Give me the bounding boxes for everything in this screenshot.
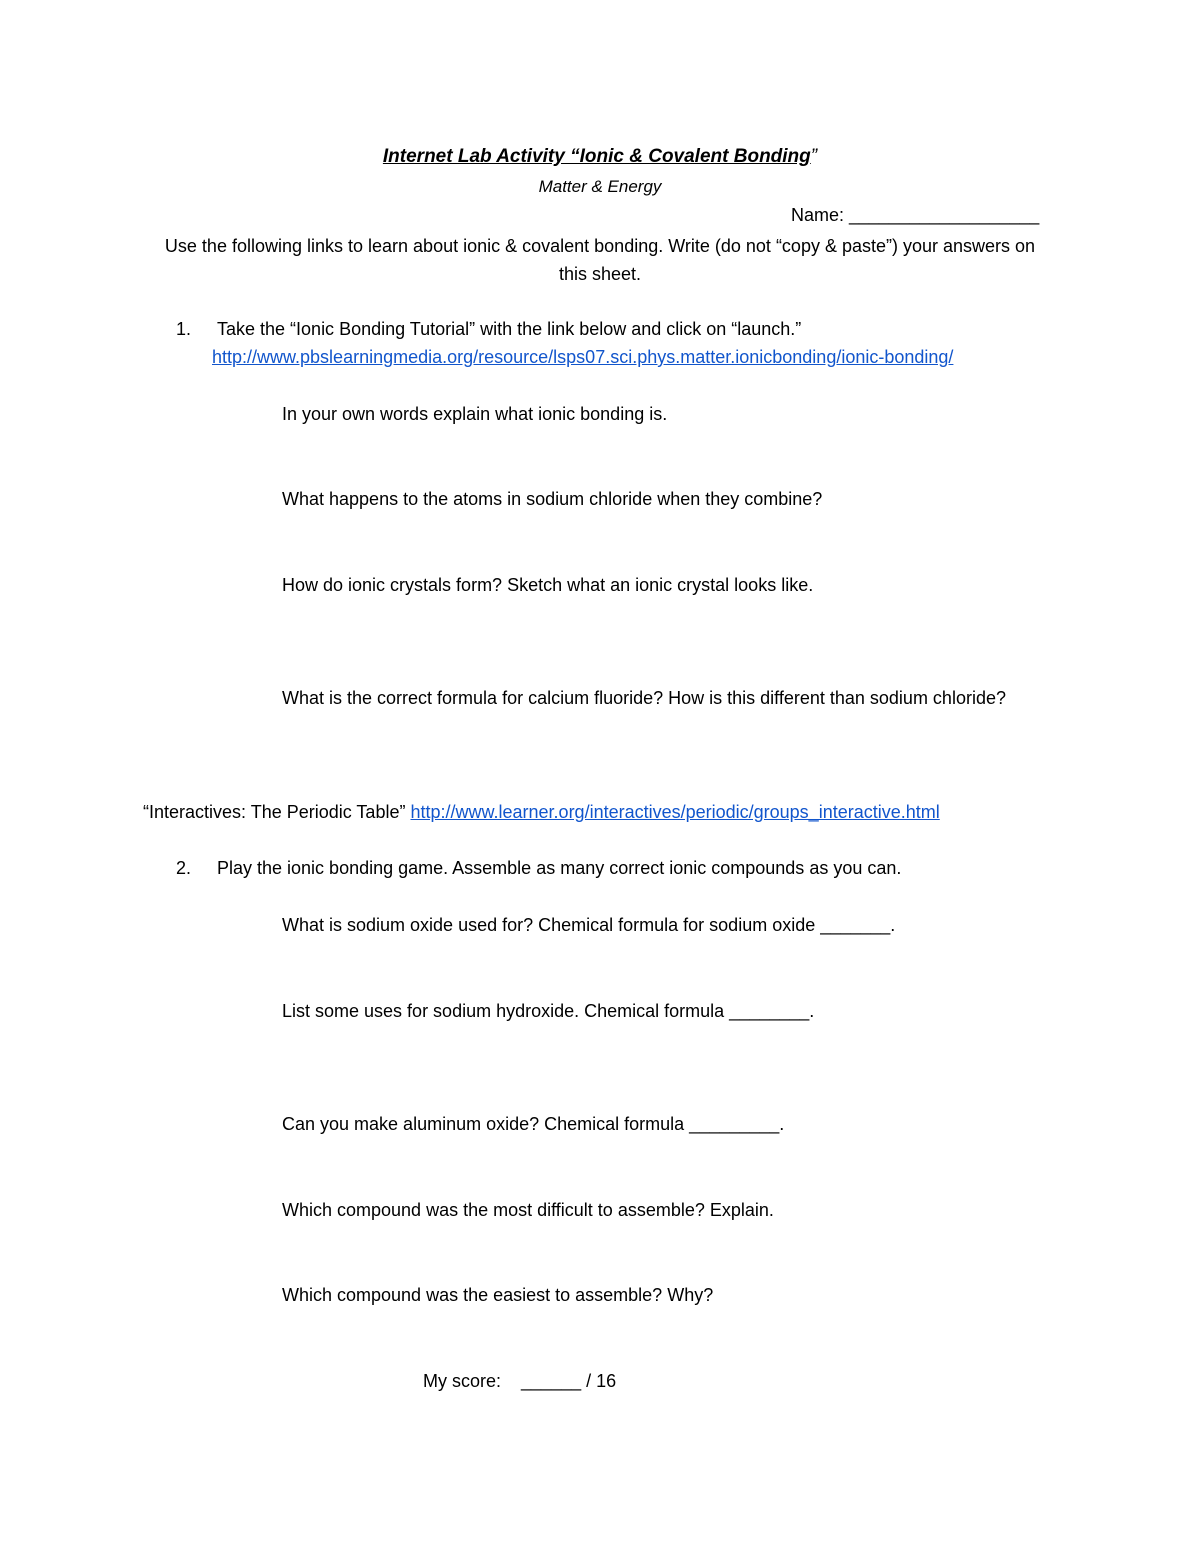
section-1-instruction: Take the “Ionic Bonding Tutorial” with the link below and click on “launch.” <box>217 319 802 339</box>
score-label: My score: <box>423 1371 502 1391</box>
score-value[interactable]: ______ / 16 <box>521 1371 617 1391</box>
worksheet-subtitle: Matter & Energy <box>538 177 662 196</box>
section-2-number: 2. <box>176 858 192 878</box>
title-closing-quote: ” <box>810 146 818 167</box>
section-1-number: 1. <box>176 319 192 339</box>
question-2a: What is sodium oxide used for? Chemical formula for sodium oxide _______. <box>282 915 896 935</box>
title-main: Internet Lab Activity “Ionic & Covalent Bonding <box>382 146 811 167</box>
question-1d: What is the correct formula for calcium fluoride? How is this different than sodium chloride? <box>282 688 1006 708</box>
intro-paragraph: Use the following links to learn about ionic & covalent bonding. Write (do not “copy & paste”) your answers on this sheet. <box>164 236 1036 284</box>
question-2c: Can you make aluminum oxide? Chemical formula _________. <box>282 1114 785 1134</box>
interactives-label: “Interactives: The Periodic Table” <box>143 802 406 822</box>
question-1a: In your own words explain what ionic bonding is. <box>282 404 668 424</box>
question-1b: What happens to the atoms in sodium chloride when they combine? <box>282 489 823 509</box>
name-field[interactable]: Name: ___________________ <box>791 205 1040 225</box>
question-2b: List some uses for sodium hydroxide. Chemical formula ________. <box>282 1001 815 1021</box>
pbs-tutorial-link[interactable]: http://www.pbslearningmedia.org/resource/lsps07.sci.phys.matter.ionicbonding/ionic-bonding/ <box>212 347 954 367</box>
section-2-instruction: Play the ionic bonding game. Assemble as many correct ionic compounds as you can. <box>217 858 902 878</box>
worksheet-title <box>0 146 1200 168</box>
periodic-table-link[interactable]: http://www.learner.org/interactives/periodic/groups_interactive.html <box>410 802 940 822</box>
interactives-line <box>143 801 940 823</box>
question-1c: How do ionic crystals form? Sketch what an ionic crystal looks like. <box>282 575 814 595</box>
score-line <box>423 1370 616 1392</box>
question-2e: Which compound was the easiest to assemble? Why? <box>282 1285 714 1305</box>
question-2d: Which compound was the most difficult to assemble? Explain. <box>282 1200 774 1220</box>
